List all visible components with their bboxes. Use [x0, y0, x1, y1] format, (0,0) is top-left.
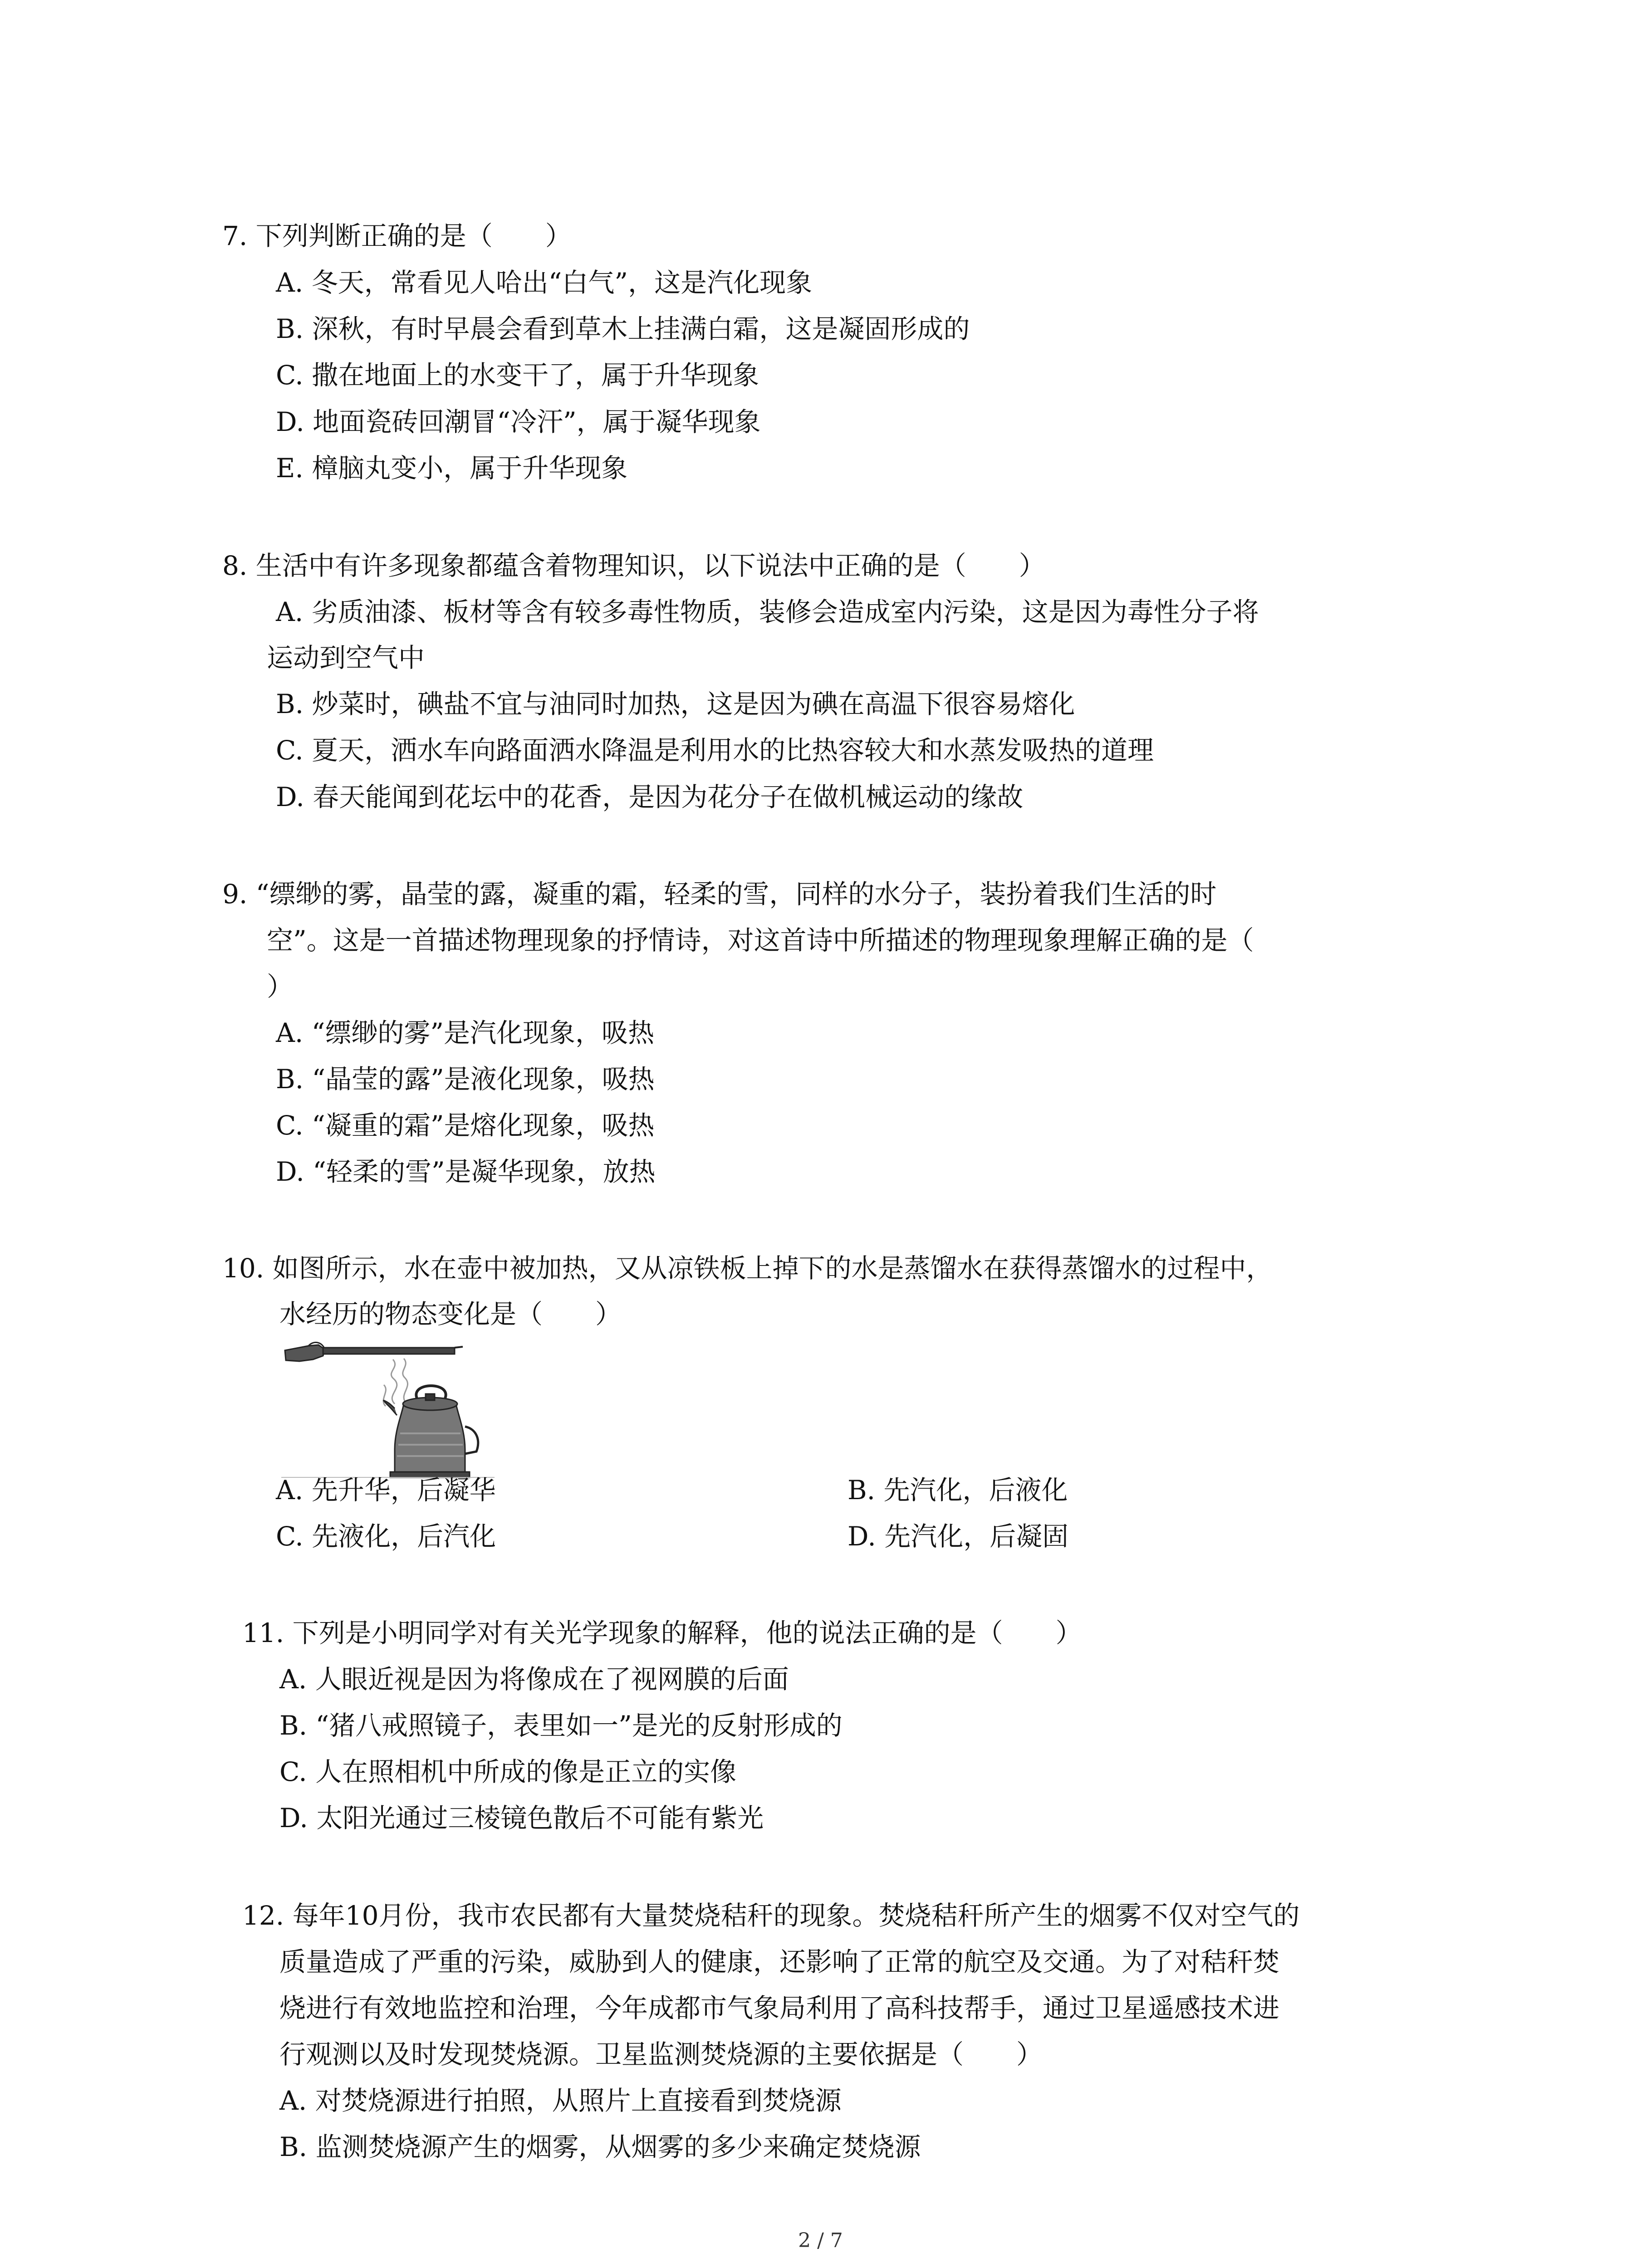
- q8-option-b: B. 炒菜时，碘盐不宜与油同时加热，这是因为碘在高温下很容易熔化: [276, 689, 1075, 719]
- q9-option-b: B. “晶莹的露”是液化现象，吸热: [276, 1064, 655, 1095]
- q7-option-a: A. 冬天，常看见人哈出“白气”，这是汽化现象: [276, 267, 813, 298]
- q9-stem-line1: 9. “缥缈的雾，晶莹的露，凝重的霜，轻柔的雪，同样的水分子，装扮着我们生活的时: [222, 879, 1217, 909]
- q12-stem-line2: 质量造成了严重的污染，威胁到人的健康，还影响了正常的航空及交通。为了对秸秆焚: [279, 1946, 1280, 1977]
- q11-option-b: B. “猪八戒照镜子，表里如一”是光的反射形成的: [279, 1710, 843, 1741]
- q8-stem: 8. 生活中有许多现象都蕴含着物理知识，以下说法中正确的是（ ）: [222, 550, 1045, 581]
- q12-option-a: A. 对焚烧源进行拍照，从照片上直接看到焚烧源: [279, 2085, 842, 2116]
- q11-option-d: D. 太阳光通过三棱镜色散后不可能有紫光: [279, 1803, 764, 1833]
- q7-option-e: E. 樟脑丸变小，属于升华现象: [276, 453, 628, 484]
- q11-option-c: C. 人在照相机中所成的像是正立的实像: [279, 1756, 737, 1787]
- q7-stem: 7. 下列判断正确的是（ ）: [222, 220, 572, 251]
- q9-stem-line3: ）: [267, 971, 294, 1002]
- hand-holding-plate-icon: [285, 1342, 463, 1361]
- q8-option-a: A. 劣质油漆、板材等含有较多毒性物质，装修会造成室内污染，这是因为毒性分子将: [276, 596, 1259, 627]
- q8-option-d: D. 春天能闻到花坛中的花香，是因为花分子在做机械运动的缘故: [276, 782, 1024, 812]
- q12-stem-line1: 12. 每年10月份，我市农民都有大量焚烧秸秆的现象。焚烧秸秆所产生的烟雾不仅对空气的: [242, 1900, 1300, 1931]
- q7-option-b: B. 深秋，有时早晨会看到草木上挂满白霜，这是凝固形成的: [276, 313, 970, 344]
- q9-option-d: D. “轻柔的雪”是凝华现象，放热: [276, 1156, 656, 1187]
- q12-option-b: B. 监测焚烧源产生的烟雾，从烟雾的多少来确定焚烧源: [279, 2131, 921, 2162]
- q10-option-b: B. 先汽化，后液化: [847, 1475, 1068, 1505]
- q9-stem-line2: 空”。这是一首描述物理现象的抒情诗，对这首诗中所描述的物理现象理解正确的是（: [267, 925, 1254, 956]
- q8-option-a-cont: 运动到空气中: [267, 642, 425, 673]
- steam-icon: [383, 1359, 408, 1406]
- q12-stem-line3: 烧进行有效地监控和治理，今年成都市气象局利用了高科技帮手，通过卫星遥感技术进: [279, 1993, 1280, 2024]
- q10-option-d: D. 先汽化，后凝固: [847, 1521, 1069, 1552]
- q11-option-a: A. 人眼近视是因为将像成在了视网膜的后面: [279, 1664, 789, 1695]
- q9-option-a: A. “缥缈的雾”是汽化现象，吸热: [276, 1017, 655, 1048]
- kettle-icon: [383, 1386, 478, 1477]
- q10-stem-line1: 10. 如图所示，水在壶中被加热，又从凉铁板上掉下的水是蒸馏水在获得蒸馏水的过程中，: [222, 1253, 1273, 1284]
- q7-option-c: C. 撒在地面上的水变干了，属于升华现象: [276, 360, 759, 391]
- page-number: 2 / 7: [798, 2229, 843, 2252]
- q11-stem: 11. 下列是小明同学对有关光学现象的解释，他的说法正确的是（ ）: [242, 1618, 1082, 1648]
- q10-option-c: C. 先液化，后汽化: [276, 1521, 496, 1552]
- q10-stem-line2: 水经历的物态变化是（ ）: [279, 1299, 622, 1330]
- q8-option-c: C. 夏天，洒水车向路面洒水降温是利用水的比热容较大和水蒸发吸热的道理: [276, 735, 1154, 766]
- q10-option-a: A. 先升华，后凝华: [276, 1475, 496, 1505]
- q7-option-d: D. 地面瓷砖回潮冒“冷汗”，属于凝华现象: [276, 406, 761, 437]
- kettle-distillation-figure: [281, 1336, 499, 1486]
- q12-stem-line4: 行观测以及时发现焚烧源。卫星监测焚烧源的主要依据是（ ）: [279, 2039, 1043, 2070]
- q9-option-c: C. “凝重的霜”是熔化现象，吸热: [276, 1110, 655, 1141]
